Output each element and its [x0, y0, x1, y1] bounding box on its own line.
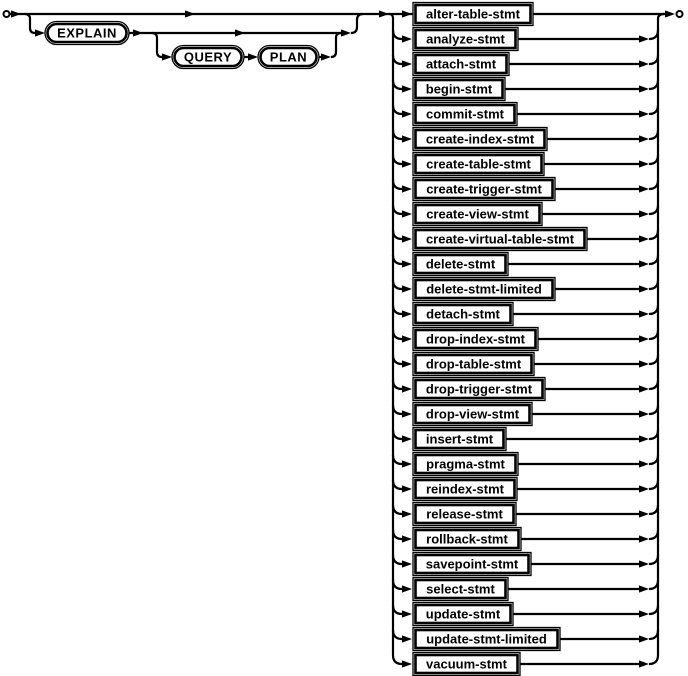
nodes — [45, 3, 587, 676]
alt-create-table-stmt[interactable] — [413, 153, 544, 176]
alt-commit-stmt[interactable] — [413, 103, 517, 126]
wire — [393, 230, 402, 239]
alt-commit-stmt-label: commit-stmt — [425, 106, 505, 122]
wire — [649, 230, 658, 239]
alt-savepoint-stmt[interactable] — [413, 553, 531, 576]
arrow-icon — [639, 285, 649, 292]
alt-drop-index-stmt[interactable] — [413, 328, 538, 351]
alt-alter-table-stmt[interactable] — [413, 3, 533, 26]
arrow-icon — [402, 35, 412, 42]
alt-alter-table-stmt-label: alter-table-stmt — [426, 6, 520, 22]
arrow-icon — [639, 110, 649, 117]
arrow-icon — [402, 360, 412, 367]
alt-update-stmt-label: update-stmt — [425, 606, 501, 622]
arrow-icon — [639, 585, 649, 592]
arrow-icon — [402, 610, 412, 617]
alt-savepoint-stmt-label: savepoint-stmt — [425, 556, 519, 572]
alt-create-index-stmt[interactable] — [413, 128, 547, 151]
alt-create-table-stmt-label: create-table-stmt — [426, 156, 531, 172]
arrow-icon — [639, 235, 649, 242]
wire — [649, 530, 658, 539]
wire — [649, 580, 658, 589]
alt-insert-stmt-label: insert-stmt — [425, 431, 494, 447]
alt-create-trigger-stmt-label: create-trigger-stmt — [426, 181, 542, 197]
arrow-icon — [639, 185, 649, 192]
arrow-icon — [639, 210, 649, 217]
arrow-icon — [639, 160, 649, 167]
wire — [393, 130, 402, 139]
arrow-icon — [402, 385, 412, 392]
alt-begin-stmt[interactable] — [413, 78, 505, 101]
wire — [393, 430, 402, 439]
alt-analyze-stmt[interactable] — [413, 28, 518, 51]
arrow-icon — [402, 560, 412, 567]
arrow-icon — [235, 29, 245, 36]
alt-update-stmt-limited[interactable] — [413, 628, 560, 651]
arrow-icon — [639, 385, 649, 392]
connector-wires — [10, 14, 666, 664]
wire — [393, 30, 402, 39]
wire — [649, 480, 658, 489]
alt-delete-stmt-limited-label: delete-stmt-limited — [426, 281, 542, 297]
terminal-plan-label: PLAN — [269, 49, 308, 65]
arrow-icon — [402, 485, 412, 492]
arrow-icon — [248, 53, 258, 60]
wire — [649, 455, 658, 464]
arrow-icon — [402, 135, 412, 142]
alt-vacuum-stmt[interactable] — [413, 653, 520, 676]
wire — [649, 80, 658, 89]
arrow-icon — [639, 135, 649, 142]
alt-pragma-stmt[interactable] — [413, 453, 518, 476]
arrow-icon — [639, 610, 649, 617]
alt-release-stmt[interactable] — [413, 503, 516, 526]
end-terminator — [677, 11, 683, 17]
arrow-icon — [185, 10, 195, 17]
wire — [649, 355, 658, 364]
alt-update-stmt[interactable] — [413, 603, 513, 626]
terminal-query-label: QUERY — [183, 49, 233, 65]
wire — [393, 180, 402, 189]
terminal-explain — [45, 22, 129, 45]
alt-create-view-stmt[interactable] — [413, 203, 542, 226]
alt-reindex-stmt-label: reindex-stmt — [425, 481, 505, 497]
alt-delete-stmt-label: delete-stmt — [425, 256, 496, 272]
arrow-icon — [639, 560, 649, 567]
start-terminator — [4, 11, 10, 17]
wire — [393, 630, 402, 639]
alt-rollback-stmt-label: rollback-stmt — [426, 531, 508, 547]
arrow-icon — [665, 10, 675, 17]
arrow-icon — [402, 635, 412, 642]
wire — [393, 455, 402, 464]
wire — [393, 355, 402, 364]
wire — [393, 380, 402, 389]
alt-drop-trigger-stmt[interactable] — [413, 378, 545, 401]
arrow-icon — [639, 485, 649, 492]
arrow-icon — [639, 260, 649, 267]
wire — [649, 180, 658, 189]
wire — [649, 155, 658, 164]
wire — [393, 530, 402, 539]
wire — [649, 330, 658, 339]
arrow-icon — [402, 110, 412, 117]
alt-delete-stmt[interactable] — [413, 253, 508, 276]
wire — [649, 605, 658, 614]
arrow-icon — [639, 535, 649, 542]
arrow-icon — [639, 60, 649, 67]
arrow-icon — [402, 235, 412, 242]
arrow-icon — [402, 310, 412, 317]
wire — [393, 105, 402, 114]
arrow-icon — [402, 510, 412, 517]
wire — [393, 480, 402, 489]
alt-create-virtual-table-stmt-label: create-virtual-table-stmt — [425, 231, 575, 247]
arrow-icon — [402, 410, 412, 417]
arrow-icon — [639, 310, 649, 317]
wire — [25, 14, 35, 33]
arrow-icon — [402, 60, 412, 67]
arrow-icon — [639, 435, 649, 442]
arrow-icon — [639, 635, 649, 642]
wire — [393, 580, 402, 589]
arrow-icon — [402, 210, 412, 217]
wire — [649, 205, 658, 214]
terminal-plan — [258, 46, 319, 69]
wire — [393, 655, 402, 664]
arrow-icon — [402, 460, 412, 467]
alt-vacuum-stmt-label: vacuum-stmt — [426, 656, 507, 672]
alt-detach-stmt-label: detach-stmt — [426, 306, 500, 322]
alt-drop-index-stmt-label: drop-index-stmt — [426, 331, 525, 347]
arrow-icon — [639, 460, 649, 467]
arrow-icon — [133, 29, 143, 36]
wire — [393, 305, 402, 314]
wire — [389, 14, 393, 18]
arrow-icon — [402, 535, 412, 542]
arrow-icon — [402, 285, 412, 292]
wire — [351, 14, 363, 33]
alt-reindex-stmt[interactable] — [413, 478, 517, 501]
alt-attach-stmt-label: attach-stmt — [425, 56, 497, 72]
arrow-icon — [341, 29, 351, 36]
wire — [393, 80, 402, 89]
wire — [393, 205, 402, 214]
arrow-icon — [11, 10, 21, 17]
terminal-query — [172, 46, 244, 69]
wire — [649, 555, 658, 564]
wire — [649, 130, 658, 139]
wire — [649, 55, 658, 64]
alt-begin-stmt-label: begin-stmt — [425, 81, 493, 97]
wire — [393, 505, 402, 514]
arrow-icon — [639, 660, 649, 667]
wire — [393, 555, 402, 564]
alt-drop-table-stmt-label: drop-table-stmt — [425, 356, 522, 372]
wire — [649, 105, 658, 114]
arrow-icon — [402, 160, 412, 167]
arrow-icon — [639, 510, 649, 517]
arrow-icon — [402, 435, 412, 442]
wire — [649, 505, 658, 514]
wire — [393, 330, 402, 339]
wire — [331, 33, 341, 57]
wire — [393, 280, 402, 289]
wire — [649, 30, 658, 39]
alt-delete-stmt-limited[interactable] — [413, 278, 555, 301]
alt-drop-table-stmt[interactable] — [413, 353, 534, 376]
arrow-icon — [321, 53, 331, 60]
alt-update-stmt-limited-label: update-stmt-limited — [426, 631, 547, 647]
wire — [152, 33, 162, 57]
arrow-icon — [402, 335, 412, 342]
alt-pragma-stmt-label: pragma-stmt — [426, 456, 505, 472]
wire — [649, 430, 658, 439]
arrow-icon — [402, 85, 412, 92]
alt-select-stmt-label: select-stmt — [426, 581, 495, 597]
wire — [649, 255, 658, 264]
wire — [649, 630, 658, 639]
arrow-icon — [639, 335, 649, 342]
wire — [393, 155, 402, 164]
wire — [649, 305, 658, 314]
wire — [393, 605, 402, 614]
alt-insert-stmt[interactable] — [413, 428, 506, 451]
wire — [649, 280, 658, 289]
wire — [649, 655, 658, 664]
alt-select-stmt[interactable] — [413, 578, 508, 601]
arrow-icon — [379, 10, 389, 17]
arrow-icon — [402, 660, 412, 667]
alt-detach-stmt[interactable] — [413, 303, 513, 326]
alt-rollback-stmt[interactable] — [413, 528, 521, 551]
arrow-icon — [35, 29, 45, 36]
alt-analyze-stmt-label: analyze-stmt — [426, 31, 505, 47]
alt-attach-stmt[interactable] — [413, 53, 509, 76]
wire — [649, 405, 658, 414]
wire — [393, 255, 402, 264]
alt-drop-trigger-stmt-label: drop-trigger-stmt — [425, 381, 533, 397]
terminal-explain-label: EXPLAIN — [57, 25, 117, 41]
wire — [649, 380, 658, 389]
arrow-icon — [639, 360, 649, 367]
arrow-icon — [402, 260, 412, 267]
arrow-icon — [402, 10, 412, 17]
alt-create-index-stmt-label: create-index-stmt — [425, 131, 535, 147]
arrow-icon — [639, 35, 649, 42]
alt-create-virtual-table-stmt[interactable] — [413, 228, 587, 251]
alt-release-stmt-label: release-stmt — [426, 506, 503, 522]
alt-create-view-stmt-label: create-view-stmt — [426, 206, 529, 222]
arrow-icon — [639, 85, 649, 92]
alt-create-trigger-stmt[interactable] — [413, 178, 555, 201]
alt-drop-view-stmt-label: drop-view-stmt — [425, 406, 520, 422]
wire — [393, 405, 402, 414]
alt-drop-view-stmt[interactable] — [413, 403, 532, 426]
arrow-icon — [402, 185, 412, 192]
arrow-icon — [402, 585, 412, 592]
arrow-icon — [639, 410, 649, 417]
arrow-icon — [162, 53, 172, 60]
wire — [393, 55, 402, 64]
